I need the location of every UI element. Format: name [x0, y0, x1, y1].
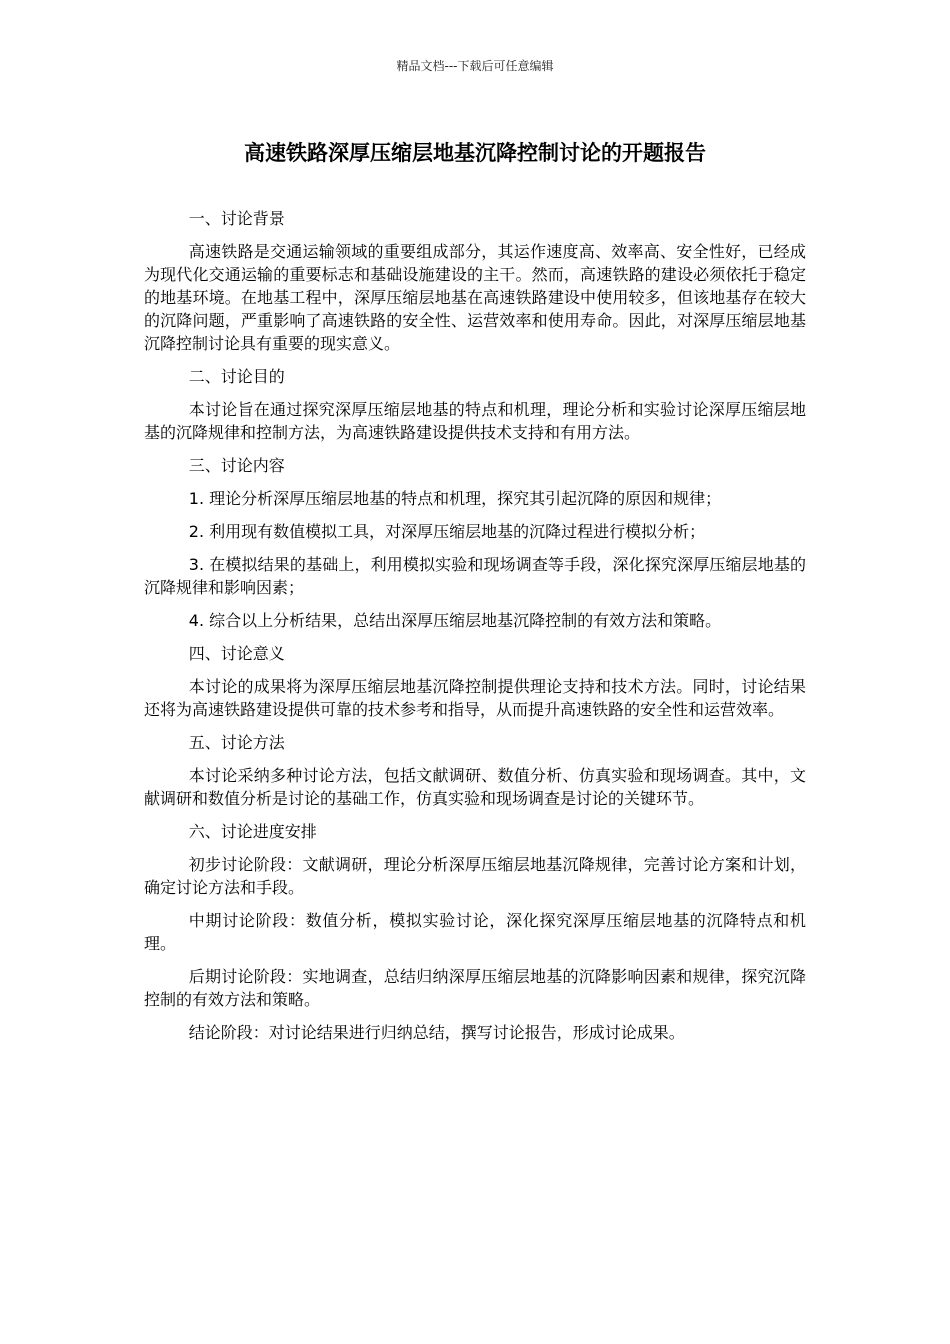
- content-item-4: 4. 综合以上分析结果，总结出深厚压缩层地基沉降控制的有效方法和策略。: [188, 611, 722, 630]
- background-paragraph: 高速铁路是交通运输领域的重要组成部分，其运作速度高、效率高、安全性好，已经成为现代化交通运输的重要标志和基础设施建设的主干。然而，高速铁路的建设必须依托于稳定的地基环境。在地基工程中，深厚压缩层地基在高速铁路建设中使用较多，但该地基存在较大的沉降问题，严重影响了高速铁路的安全性、运营效率和使用寿命。因此，对深厚压缩层地基沉降控制讨论具有重要的现实意义。: [144, 242, 806, 353]
- methods-paragraph: 本讨论采纳多种讨论方法，包括文献调研、数值分析、仿真实验和现场调查。其中，文献调研和数值分析是讨论的基础工作，仿真实验和现场调查是讨论的关键环节。: [144, 766, 806, 808]
- section-heading-methods: 五、讨论方法: [188, 733, 285, 752]
- content-item-3: 3. 在模拟结果的基础上，利用模拟实验和现场调查等手段，深化探究深厚压缩层地基的沉降规律和影响因素；: [144, 555, 806, 597]
- schedule-conclusion-stage: 结论阶段：对讨论结果进行归纳总结，撰写讨论报告，形成讨论成果。: [188, 1023, 685, 1042]
- content-item-1: 1. 理论分析深厚压缩层地基的特点和机理，探究其引起沉降的原因和规律；: [188, 489, 722, 508]
- header-note: 精品文档---下载后可任意编辑: [396, 59, 554, 73]
- schedule-late-stage: 后期讨论阶段：实地调查，总结归纳深厚压缩层地基的沉降影响因素和规律，探究沉降控制的有效方法和策略。: [144, 967, 806, 1009]
- purpose-paragraph: 本讨论旨在通过探究深厚压缩层地基的特点和机理，理论分析和实验讨论深厚压缩层地基的沉降规律和控制方法，为高速铁路建设提供技术支持和有用方法。: [144, 400, 806, 442]
- document-title: 高速铁路深厚压缩层地基沉降控制讨论的开题报告: [244, 141, 706, 165]
- significance-paragraph: 本讨论的成果将为深厚压缩层地基沉降控制提供理论支持和技术方法。同时，讨论结果还将为高速铁路建设提供可靠的技术参考和指导，从而提升高速铁路的安全性和运营效率。: [144, 677, 806, 719]
- content-item-2: 2. 利用现有数值模拟工具，对深厚压缩层地基的沉降过程进行模拟分析；: [188, 522, 706, 541]
- section-heading-schedule: 六、讨论进度安排: [188, 822, 317, 841]
- document-body: [144, 207, 806, 1054]
- section-heading-significance: 四、讨论意义: [188, 644, 285, 663]
- section-heading-background: 一、讨论背景: [188, 209, 285, 228]
- schedule-middle-stage: 中期讨论阶段：数值分析，模拟实验讨论，深化探究深厚压缩层地基的沉降特点和机理。: [144, 911, 806, 953]
- section-heading-purpose: 二、讨论目的: [188, 367, 285, 386]
- schedule-initial-stage: 初步讨论阶段：文献调研，理论分析深厚压缩层地基沉降规律，完善讨论方案和计划，确定讨论方法和手段。: [144, 855, 806, 897]
- section-heading-content: 三、讨论内容: [188, 456, 285, 475]
